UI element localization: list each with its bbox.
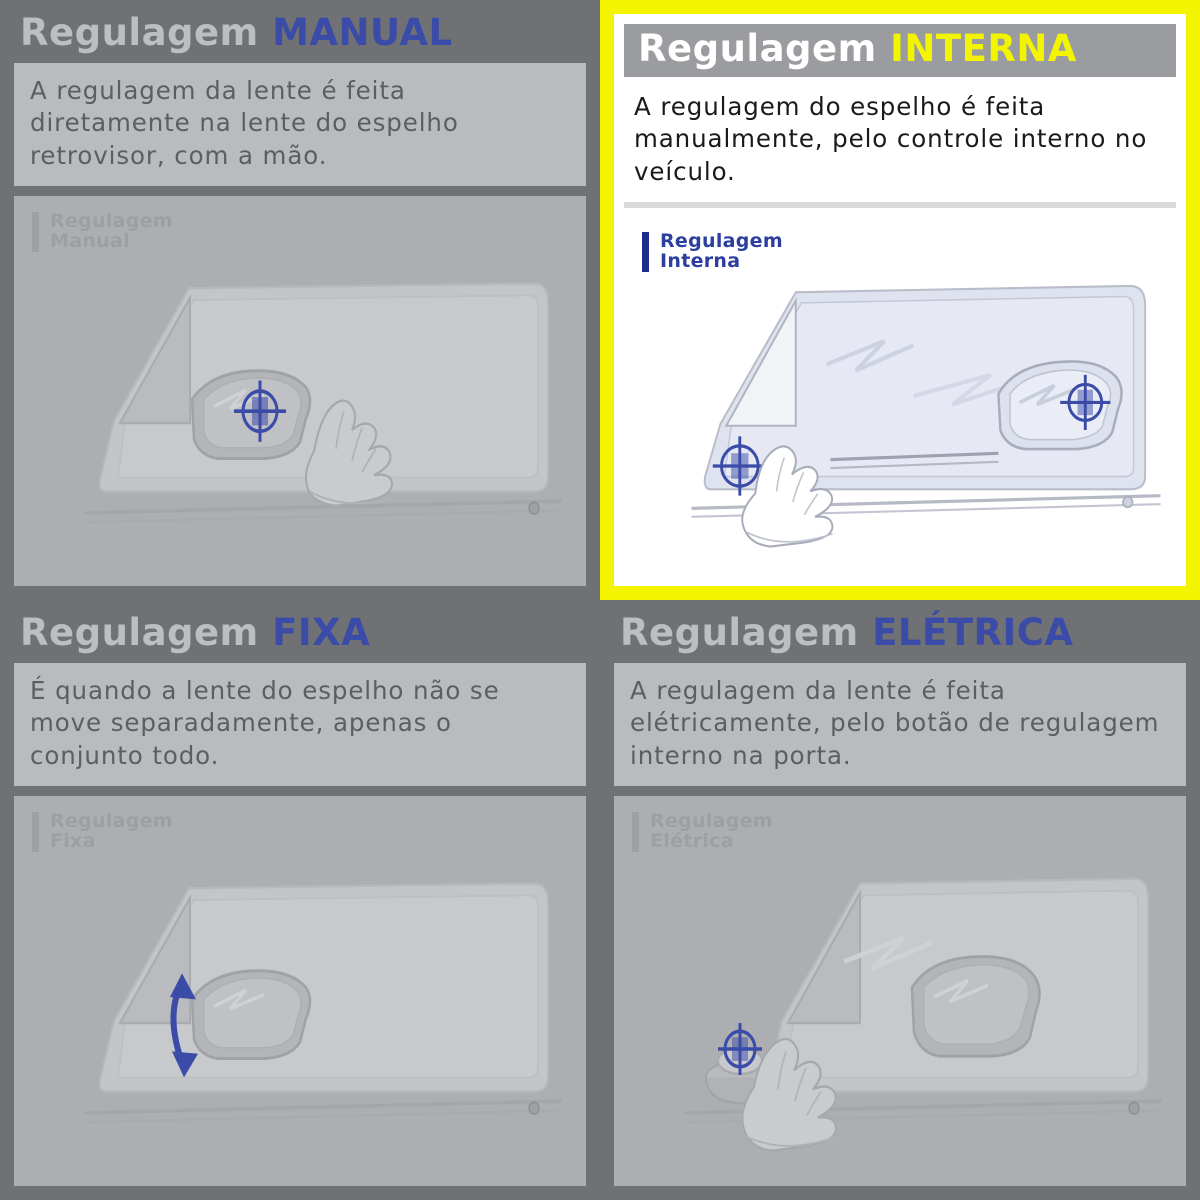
- panel-manual[interactable]: [0, 0, 600, 600]
- panel-eletrica[interactable]: [600, 600, 1200, 1200]
- panel-fixa-figure: [14, 796, 586, 1186]
- panel-fixa-title-word2: FIXA: [272, 611, 371, 654]
- panel-manual-title-word1: Regulagem: [20, 11, 259, 54]
- panel-interna-title-word2: INTERNA: [890, 27, 1077, 70]
- panel-manual-inner: [14, 11, 586, 586]
- panel-interna-description: A regulagem do espelho é feita manualmente, pelo controle interno no veículo.: [624, 85, 1176, 208]
- panel-interna[interactable]: [600, 0, 1200, 600]
- panel-fixa-figure-label-line2: Fixa: [50, 829, 96, 852]
- panel-interna-title: [624, 24, 1176, 77]
- panel-fixa-figure-label-line1: Regulagem: [50, 809, 173, 832]
- panel-eletrica-description: A regulagem da lente é feita elétricamente, pelo botão de regulagem interno na porta.: [614, 663, 1186, 786]
- panel-eletrica-title: [614, 611, 1186, 654]
- panel-fixa-inner: [14, 611, 586, 1186]
- panel-manual-figure-label-line2: Manual: [50, 229, 130, 252]
- panel-manual-title: [14, 11, 586, 54]
- panel-manual-figure-label-line1: Regulagem: [50, 209, 173, 232]
- panel-eletrica-title-word1: Regulagem: [620, 611, 859, 654]
- panel-interna-inner: [614, 14, 1186, 586]
- panel-fixa-title-word1: Regulagem: [20, 611, 259, 654]
- panel-eletrica-title-word2: ELÉTRICA: [872, 611, 1074, 654]
- car-door-mirror-illustration-manual: [14, 196, 586, 586]
- panel-manual-title-word2: MANUAL: [272, 11, 453, 54]
- panel-manual-description: A regulagem da lente é feita diretamente na lente do espelho retrovisor, com a mão.: [14, 63, 586, 186]
- panel-interna-figure-label-line1: Regulagem: [660, 229, 783, 252]
- panel-manual-figure: [14, 196, 586, 586]
- car-door-mirror-illustration-fixa: [14, 796, 586, 1186]
- panel-interna-figure-label-line2: Interna: [660, 249, 741, 272]
- panel-manual-figure-label: [32, 209, 173, 252]
- panel-eletrica-figure: [614, 796, 1186, 1186]
- panel-eletrica-figure-label-line1: Regulagem: [650, 809, 773, 832]
- panel-fixa-description: É quando a lente do espelho não se move separadamente, apenas o conjunto todo.: [14, 663, 586, 786]
- car-door-mirror-illustration-eletrica: [614, 796, 1186, 1186]
- panel-interna-figure: [624, 216, 1176, 576]
- panel-fixa-figure-label: [32, 809, 173, 852]
- panel-interna-figure-label: [642, 229, 783, 272]
- panel-eletrica-inner: [614, 611, 1186, 1186]
- panel-fixa-title: [14, 611, 586, 654]
- panel-eletrica-figure-label: [632, 809, 773, 852]
- panel-interna-title-word1: Regulagem: [638, 27, 877, 70]
- panel-fixa[interactable]: [0, 600, 600, 1200]
- panel-eletrica-figure-label-line2: Elétrica: [650, 829, 734, 852]
